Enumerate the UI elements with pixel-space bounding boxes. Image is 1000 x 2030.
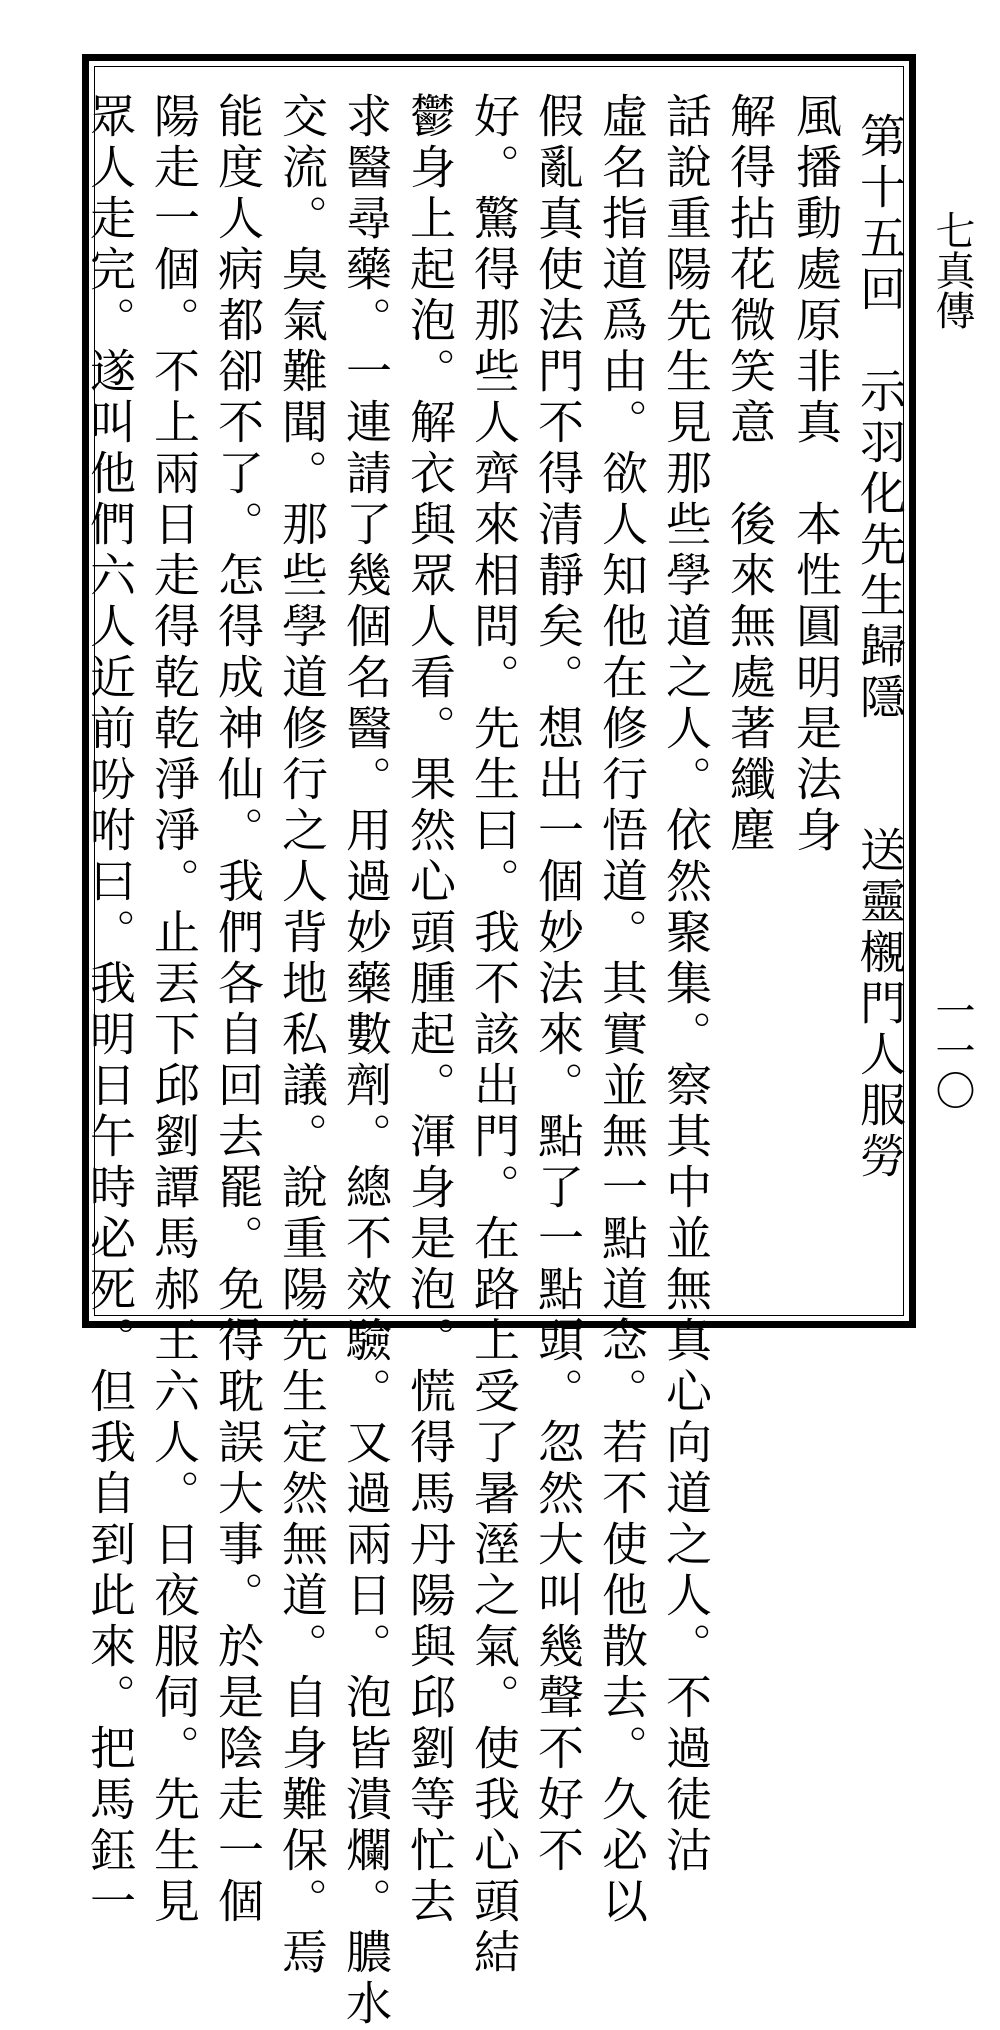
text-column: 眾人走完。遂叫他們六人近前吩咐曰。我明日午時必死。但我自到此來。把馬鈺一 [83,92,137,1928]
text-column: 鬱身上起泡。解衣與眾人看。果然心頭腫起。渾身是泡。慌得馬丹陽與邱劉等忙去 [403,92,457,1928]
margin-page-number: 一一〇 [929,990,975,1110]
text-column: 陽走一個。不上兩日走得乾乾淨淨。止丟下邱劉譚馬郝王六人。日夜服伺。先生見 [147,92,201,1928]
chapter-verse-line: 解得拈花微笑意 後來無處著纖塵 [723,92,777,857]
text-column: 交流。臭氣難聞。那些學道修行之人背地私議。說重陽先生定然無道。自身難保。焉 [275,92,329,1979]
text-column: 求醫尋藥。一連請了幾個名醫。用過妙藥數劑。總不效驗。又過兩日。泡皆潰爛。膿水 [339,92,393,2030]
margin-book-title: 七真傳 [929,210,975,330]
text-column: 假亂真使法門不得清靜矣。想出一個妙法來。點了一點頭。忽然大叫幾聲不好不 [531,92,585,1877]
chapter-verse-line: 風播動處原非真 本性圓明是法身 [789,92,843,857]
text-column: 虛名指道爲由。欲人知他在修行悟道。其實並無一點道念。若不使他散去。久必以 [595,92,649,1928]
chapter-title: 第十五回 示羽化先生歸隱 送靈櫬門人服勞 [853,112,907,1183]
text-column: 話說重陽先生見那些學道之人。依然聚集。察其中並無真心向道之人。不過徒沽 [659,92,713,1877]
text-column: 好。驚得那些人齊來相問。先生曰。我不該出門。在路上受了暑溼之氣。使我心頭結 [467,92,521,1979]
text-column: 能度人病都卻不了。怎得成神仙。我們各自回去罷。免得耽誤大事。於是陰走一個 [211,92,265,1928]
